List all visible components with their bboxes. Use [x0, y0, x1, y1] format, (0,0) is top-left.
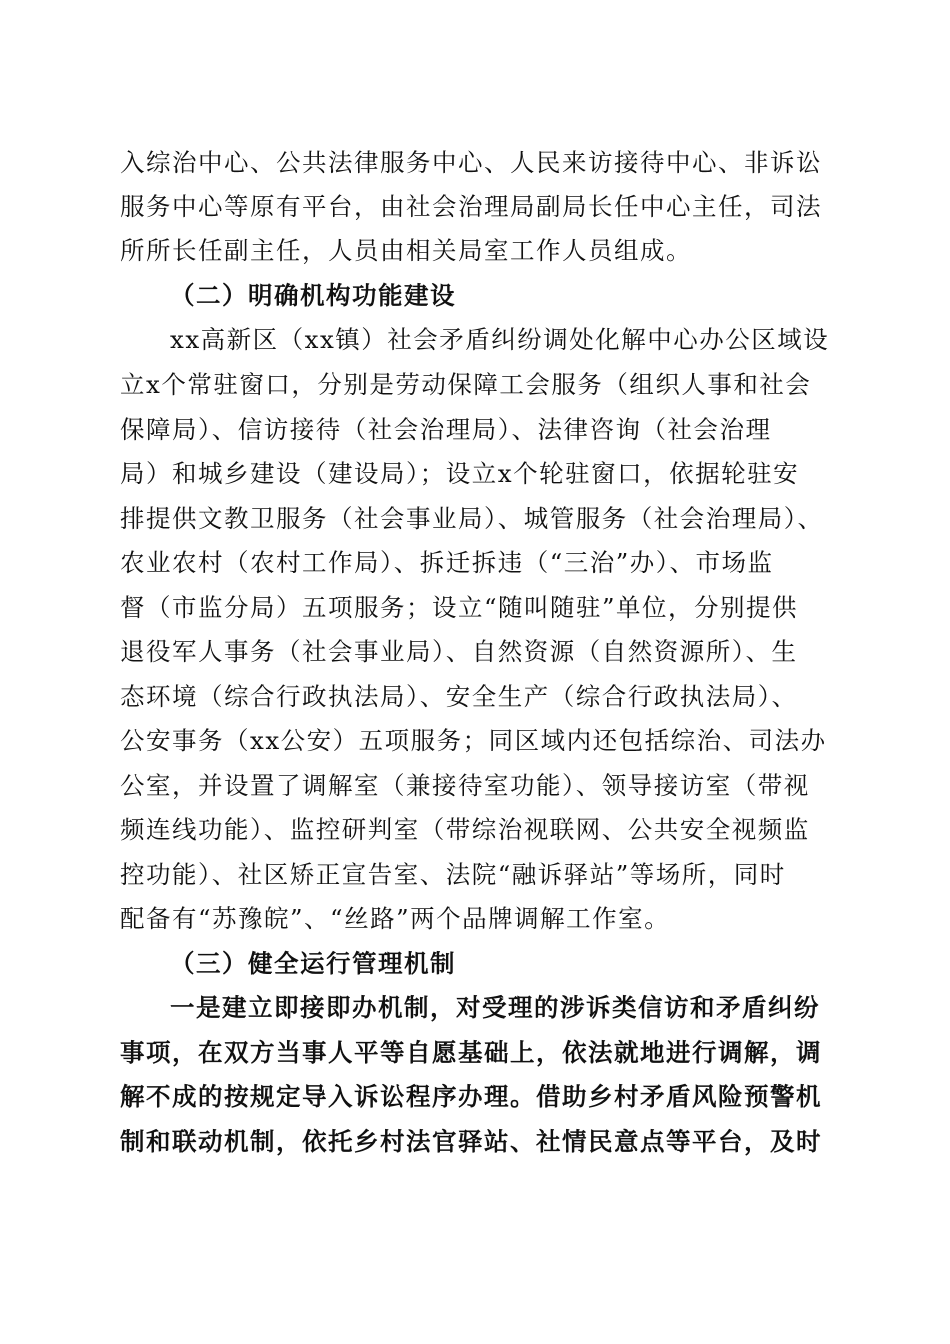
section-heading: （二）明确机构功能建设: [170, 281, 456, 310]
paragraph-line: 配备有“苏豫皖”、“丝路”两个品牌调解工作室。: [120, 904, 671, 933]
paragraph-line: 解不成的按规定导入诉讼程序办理。借助乡村矛盾风险预警机: [120, 1082, 822, 1111]
paragraph-line: 立x个常驻窗口，分别是劳动保障工会服务（组织人事和社会: [120, 370, 812, 399]
paragraph-line: 态环境（综合行政执法局）、安全生产（综合行政执法局）、: [120, 682, 798, 711]
paragraph-line: 局）和城乡建设（建设局）；设立x个轮驻窗口，依据轮驻安: [120, 459, 800, 488]
paragraph-line: 排提供文教卫服务（社会事业局）、城管服务（社会治理局）、: [120, 504, 824, 533]
paragraph-line: 服务中心等原有平台，由社会治理局副局长任中心主任，司法: [120, 192, 822, 221]
paragraph-line: 控功能）、社区矫正宣告室、法院“融诉驿站”等场所，同时: [120, 860, 786, 889]
paragraph-line: 农业农村（农村工作局）、拆迁拆违（“三治”办）、市场监: [120, 548, 774, 577]
paragraph-line: 公安事务（xx公安）五项服务；同区域内还包括综治、司法办: [120, 726, 827, 755]
paragraph-line: 所所长任副主任，人员由相关局室工作人员组成。: [120, 236, 692, 265]
paragraph-line: 督（市监分局）五项服务；设立“随叫随驻”单位，分别提供: [120, 593, 799, 622]
paragraph-first-line: xx高新区（xx镇）社会矛盾纠纷调处化解中心办公区域设: [170, 325, 830, 354]
section-heading: （三）健全运行管理机制: [170, 949, 456, 978]
paragraph-line: 保障局）、信访接待（社会治理局）、法律咨询（社会治理: [120, 415, 772, 444]
paragraph-line: 公室，并设置了调解室（兼接待室功能）、领导接访室（带视: [120, 771, 810, 800]
paragraph-first-line: 一是建立即接即办机制，对受理的涉诉类信访和矛盾纠纷: [170, 993, 820, 1022]
paragraph-line: 频连线功能）、监控研判室（带综治视联网、公共安全视频监: [120, 815, 810, 844]
paragraph-line: 事项，在双方当事人平等自愿基础上，依法就地进行调解，调: [120, 1038, 822, 1067]
paragraph-line: 制和联动机制，依托乡村法官驿站、社情民意点等平台，及时: [120, 1127, 822, 1156]
paragraph-line: 入综治中心、公共法律服务中心、人民来访接待中心、非诉讼: [120, 148, 822, 177]
paragraph-line: 退役军人事务（社会事业局）、自然资源（自然资源所）、生: [120, 637, 798, 666]
